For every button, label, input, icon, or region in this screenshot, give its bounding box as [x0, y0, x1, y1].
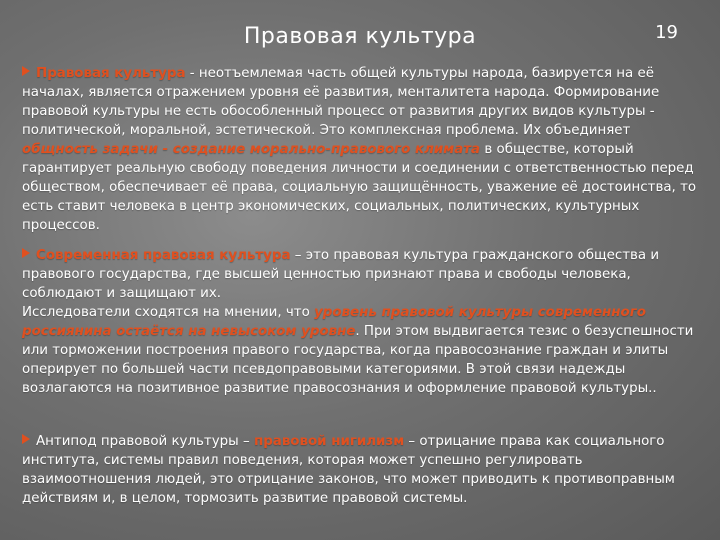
- emphasis-moral-legal-climate: общность задачи - создание морально-правового климата: [22, 142, 481, 157]
- paragraph-text: [22, 246, 698, 303]
- text-segment: – это правовая культура гражданского общества и правового государства, где высшей ценностью признают права и свободы человека, соблюдают и защищают их.: [22, 248, 660, 301]
- paragraph-legal-nihilism: [22, 432, 698, 508]
- term-legal-nihilism: правовой нигилизм: [253, 434, 405, 449]
- emphasis-low-level: уровень правовой культуры современного россиянина остаётся на невысоком уровне: [22, 305, 646, 339]
- term-legal-culture: Правовая культура: [36, 66, 186, 81]
- paragraph-text: [22, 432, 698, 508]
- slide-title: Правовая культура: [243, 24, 477, 49]
- text-segment: – отрицание права как социального института, системы правил поведения, которая может успешно регулировать взаимоотношения людей, это отрицание законов, что может приводить к противоправным действиям и, в целом, тормозить развитие правовой системы.: [22, 434, 675, 506]
- text-segment: Антипод правовой культуры –: [36, 434, 254, 449]
- term-modern-legal-culture: Современная правовая культура: [36, 248, 291, 263]
- paragraph-legal-culture: [22, 64, 698, 235]
- paragraph-text: [22, 64, 698, 235]
- text-segment: Исследователи сходятся на мнении, что: [22, 305, 315, 320]
- bullet-arrow-icon: [22, 434, 30, 444]
- paragraph-modern-legal-culture: [22, 246, 698, 398]
- text-segment: - неотъемлемая часть общей культуры народа, базируется на её началах, является отражением уровня её развития, менталитета народа. Формирование правовой культуры не есть обособленный процесс от развития других видов культуры - политической, моральной, эстетической. Это комплексная проблема. Их объединяет: [22, 66, 660, 138]
- paragraph-text: [22, 303, 698, 398]
- page-number: 19: [655, 22, 678, 43]
- text-segment: в обществе, который гарантирует реальную свободу поведения личности и соединении с ответственностью перед обществом, обеспечивает её права, социальную защищённость, уважение её достоинства, то есть ставит человека в центр экономических, социальных, политических, культурных процессов.: [22, 142, 697, 233]
- bullet-arrow-icon: [22, 66, 30, 76]
- text-segment: . При этом выдвигается тезис о безуспешности или торможении построения правого государства, когда правосознание граждан и элиты оперирует по большей части псевдоправовыми категориями. В этой связи надежды возлагаются на позитивное развитие правосознания и оформление правовой культуры..: [22, 324, 694, 396]
- bullet-arrow-icon: [22, 248, 30, 258]
